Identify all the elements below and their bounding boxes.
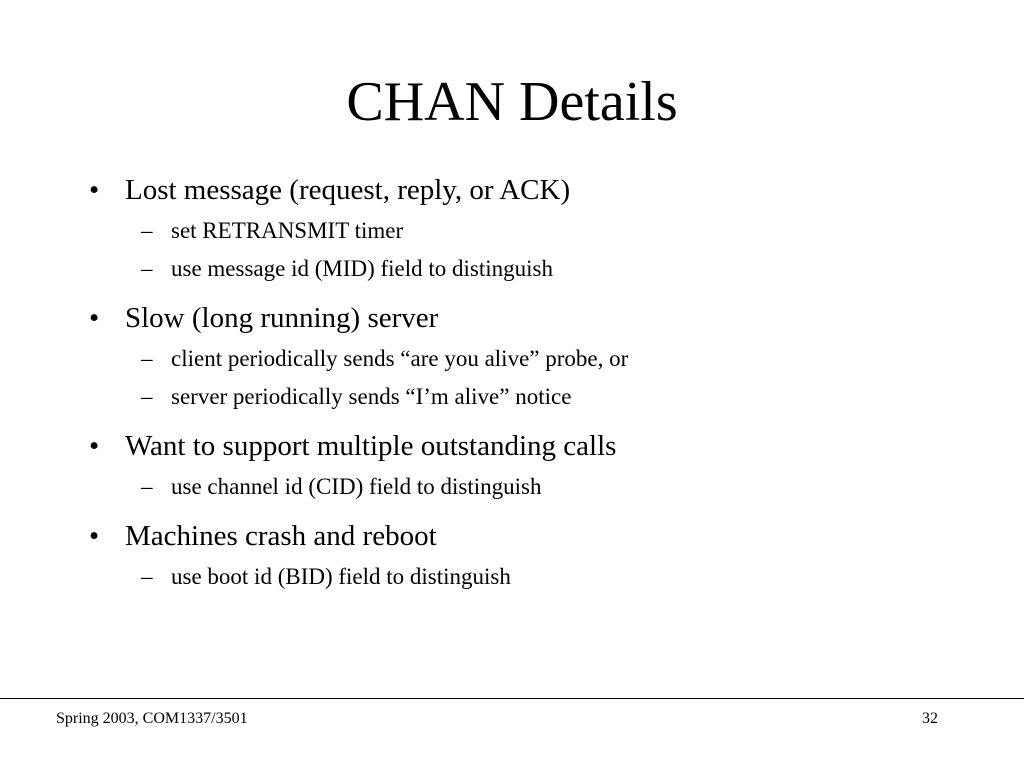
bullet-item	[89, 424, 969, 506]
bullet-item	[89, 296, 969, 416]
sub-bullet-text: use boot id (BID) field to distinguish	[171, 564, 511, 589]
sub-bullet-item	[141, 250, 969, 288]
bullet-text: Machines crash and reboot	[125, 520, 437, 552]
bullet-item	[89, 168, 969, 288]
sub-bullet-item	[141, 212, 969, 250]
dash-icon: –	[141, 256, 153, 281]
bullet-icon: •	[89, 430, 100, 462]
footer-divider	[0, 698, 1024, 699]
bullet-icon: •	[89, 302, 100, 334]
bullet-list	[89, 168, 969, 604]
sub-bullet-text: server periodically sends “I’m alive” notice	[171, 384, 572, 409]
dash-icon: –	[141, 218, 153, 243]
sub-bullet-text: set RETRANSMIT timer	[171, 218, 404, 243]
sub-bullet-item	[141, 378, 969, 416]
bullet-icon: •	[89, 174, 100, 206]
bullet-text: Slow (long running) server	[125, 302, 439, 334]
sub-bullet-item	[141, 558, 969, 596]
page-number: 32	[922, 710, 938, 727]
bullet-text: Want to support multiple outstanding calls	[125, 430, 617, 462]
slide-title: CHAN Details	[346, 71, 678, 133]
sub-bullet-item	[141, 340, 969, 378]
dash-icon: –	[141, 564, 153, 589]
dash-icon: –	[141, 474, 153, 499]
footer-course-label: Spring 2003, COM1337/3501	[56, 710, 248, 727]
bullet-icon: •	[89, 520, 100, 552]
sub-bullet-list	[89, 212, 969, 288]
bullet-item	[89, 514, 969, 596]
sub-bullet-text: client periodically sends “are you alive” probe, or	[171, 346, 629, 371]
dash-icon: –	[141, 346, 153, 371]
bullet-text: Lost message (request, reply, or ACK)	[125, 174, 571, 206]
sub-bullet-text: use channel id (CID) field to distinguish	[171, 474, 542, 499]
dash-icon: –	[141, 384, 153, 409]
sub-bullet-list	[89, 340, 969, 416]
sub-bullet-item	[141, 468, 969, 506]
sub-bullet-text: use message id (MID) field to distinguish	[171, 256, 554, 281]
sub-bullet-list	[89, 468, 969, 506]
sub-bullet-list	[89, 558, 969, 596]
